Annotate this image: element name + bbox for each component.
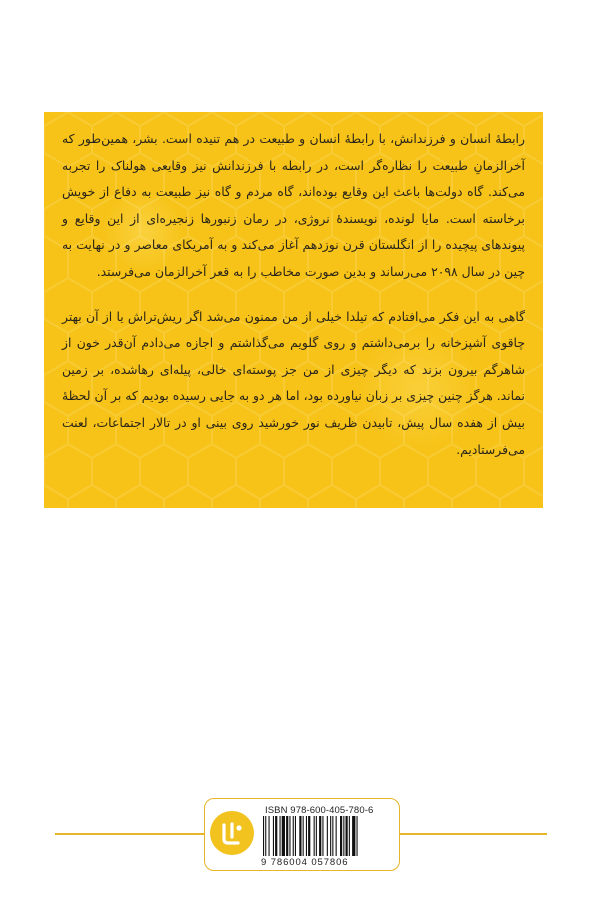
barcode-bar: [327, 816, 328, 856]
barcode-bar: [352, 816, 355, 856]
barcode-bar: [357, 816, 358, 856]
barcode-digits: 9 786004 057806: [261, 857, 349, 868]
footer-divider-right: [400, 833, 547, 835]
footer-divider-left: [55, 833, 205, 835]
barcode-bar: [349, 816, 350, 856]
barcode-bar: [293, 816, 294, 856]
barcode-bar: [306, 816, 307, 856]
barcode-bar: [275, 816, 277, 856]
barcode-bar: [308, 816, 310, 856]
publisher-logo: [210, 811, 254, 855]
blurb-panel: [44, 112, 543, 508]
excerpt-paragraph: گاهی به این فکر می‌افتادم که تیلدا خیلی از من ممنون می‌شد اگر ریش‌تراش یا از آن بهتر چاقوی آشپزخانه را برمی‌داشتم و روی گلویم می‌گذاشتم و اجازه می‌دادم آن‌قدر خون از شاهرگم بیرون بزند که دیگر چیزی از من جز پوسته‌ای خالی، پیله‌ای رهاشده، بر زمین نماند. هرگز چنین چیزی بر زبان نیاورده بود، اما هر دو به جایی رسیده بودیم که بر آن لحظۀ بیش از هفده سال پیش، تابیدن ظریف نور خورشید روی بینی او در تالار اجتماعات، لعنت می‌فرستادیم.: [62, 308, 525, 457]
isbn-label: ISBN 978-600-405-780-6: [265, 805, 374, 816]
publisher-logo-icon: [218, 819, 246, 847]
barcode-bar: [303, 816, 304, 856]
barcode-bar: [295, 816, 296, 856]
barcode-bar: [289, 816, 290, 856]
barcode-bar: [336, 816, 337, 856]
barcode-bar: [314, 816, 315, 856]
barcode-graphic: [263, 816, 393, 856]
barcode-bar: [282, 816, 285, 856]
barcode-bar: [269, 816, 270, 856]
barcode-bar: [263, 816, 264, 856]
barcode-bar: [322, 816, 323, 856]
isbn-barcode-box: [204, 798, 400, 871]
barcode-bar: [330, 816, 331, 856]
barcode-bar: [286, 816, 288, 856]
barcode-bar: [280, 816, 281, 856]
barcode-bar: [343, 816, 344, 856]
barcode-bar: [299, 816, 301, 856]
barcode-bar: [346, 816, 348, 856]
barcode-bar: [273, 816, 274, 856]
barcode-bar: [340, 816, 342, 856]
barcode-bar: [319, 816, 321, 856]
barcode-bar: [332, 816, 333, 856]
barcode-bar: [265, 816, 266, 856]
barcode-bar: [316, 816, 317, 856]
blurb-paragraph: رابطۀ انسان و فرزندانش، با رابطۀ انسان و طبیعت در هم تنیده است. بشر، همین‌طور که آخرالزمانِ طبیعت را نظاره‌گر است، در رابطه با فرزندانش نیز وقایعی هولناک را تجربه می‌کند. گاه دولت‌ها باعث این وقایع بوده‌اند، گاه مردم و گاه نیز طبیعت به دفاع از خویش برخاسته است. مایا لونده، نویسندۀ نروژی، در رمان زنبورها زنجیره‌ای از این وقایع و پیوندهای پیچیده را از انگلستان قرن نوزدهم آغاز می‌کند و به آمریکای معاصر و در نهایت به چین در سال ۲۰۹۸ می‌رساند و بدین صورت مخاطب را به قعر آخرالزمان می‌فرستد.: [62, 131, 525, 279]
